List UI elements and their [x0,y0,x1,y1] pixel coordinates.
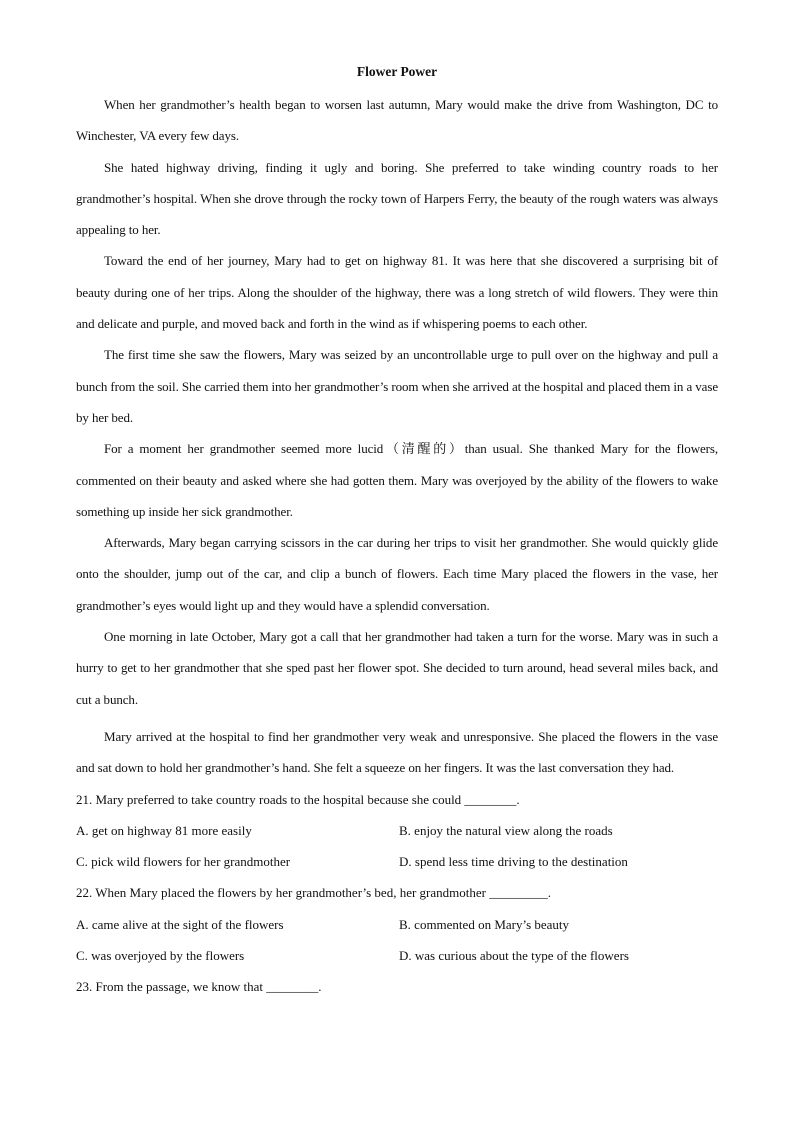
question-block [76,784,718,878]
option-list [76,815,718,878]
option-list [76,909,718,972]
paragraph: Afterwards, Mary began carrying scissors in the car during her trips to visit her grandmother. She would quickly glide onto the shoulder, jump out of the car, and clip a bunch of flowers. Each time Mary placed the flowers in the vase, her grandmother’s eyes would light up and they would have a splendid conversation. [76,535,718,613]
option-d: D. was curious about the type of the flowers [399,948,629,964]
option-d: D. spend less time driving to the destination [399,854,628,870]
question-stem: 23. From the passage, we know that ________. [76,979,322,995]
paragraph: Mary arrived at the hospital to find her grandmother very weak and unresponsive. She placed the flowers in the vase and sat down to hold her grandmother’s hand. She felt a squeeze on her fingers. It was the last conversation they had. [76,728,718,776]
option-c: C. was overjoyed by the flowers [76,948,245,964]
question-block [76,971,718,1002]
option-c: C. pick wild flowers for her grandmother [76,854,291,870]
paragraph: She hated highway driving, finding it ugly and boring. She preferred to take winding country roads to her grandmother’s hospital. When she drove through the rocky town of Harpers Ferry, the beauty of the rough waters was always appealing to her. [76,159,718,238]
option-a: A. came alive at the sight of the flowers [76,916,284,932]
paragraph: The first time she saw the flowers, Mary was seized by an uncontrollable urge to pull over on the highway and pull a bunch from the soil. She carried them into her grandmother’s room when she arrived at the hospital and placed them in a vase by her bed. [76,347,718,425]
paragraph: For a moment her grandmother seemed more lucid（清醒的）than usual. She thanked Mary for the flowers, commented on their beauty and asked where she had gotten them. Mary was overjoyed by the ability of the flowers to wake something up inside her sick grandmother. [76,441,718,519]
option-a: A. get on highway 81 more easily [76,822,252,838]
paragraph: When her grandmother’s health began to worsen last autumn, Mary would make the drive from Washington, DC to Winchester, VA every few days. [76,97,718,144]
question-stem: 21. Mary preferred to take country roads to the hospital because she could ________. [76,791,520,807]
option-b: B. commented on Mary’s beauty [399,916,570,932]
option-b: B. enjoy the natural view along the roads [399,822,613,838]
paragraph: Toward the end of her journey, Mary had to get on highway 81. It was here that she discovered a surprising bit of beauty during one of her trips. Along the shoulder of the highway, there was a long stretch of wild flowers. They were thin and delicate and purple, and moved back and forth in the wind as if whispering poems to each other. [76,253,718,332]
question-stem: 22. When Mary placed the flowers by her grandmother’s bed, her grandmother _________. [76,885,551,901]
article-body [76,89,718,784]
article-title: Flower Power [356,64,438,79]
paragraph: One morning in late October, Mary got a call that her grandmother had taken a turn for the worse. Mary was in such a hurry to get to her grandmother that she sped past her flower spot. She decided to turn around, head several miles back, and cut a bunch. [76,629,718,707]
question-block [76,877,718,971]
